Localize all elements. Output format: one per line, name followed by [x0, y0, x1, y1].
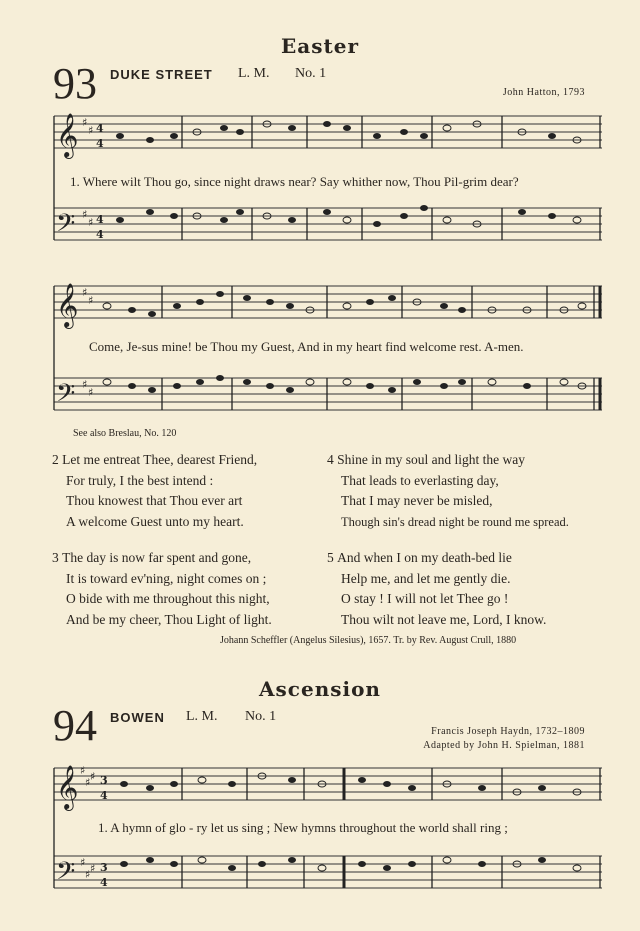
section-title-ascension: Ascension [259, 677, 381, 701]
svg-text:♯: ♯ [82, 286, 88, 299]
verse-5 [327, 548, 546, 630]
svg-text:4: 4 [96, 122, 104, 135]
lyric-93-line-2: Come, Je-sus mine! be Thou my Guest, And in my heart find welcome rest. A-men. [89, 339, 524, 354]
tune-number-93: No. 1 [295, 66, 327, 81]
verse-3-line-4: And be my cheer, Thou Light of light. [66, 611, 272, 627]
svg-text:3: 3 [100, 774, 108, 787]
svg-text:♯: ♯ [85, 868, 91, 881]
verse-number: 3 [52, 550, 59, 565]
verse-4-line-3: That I may never be misled, [341, 493, 493, 508]
svg-text:♯: ♯ [80, 856, 86, 869]
svg-text:♯: ♯ [90, 770, 96, 783]
svg-text:♯: ♯ [85, 776, 91, 789]
svg-text:♯: ♯ [88, 294, 94, 307]
svg-text:4: 4 [100, 876, 108, 889]
svg-text:♯: ♯ [82, 116, 88, 129]
composer-94: Francis Joseph Haydn, 1732–1809 [431, 726, 585, 737]
verse-2-line-3: Thou knowest that Thou ever art [66, 493, 243, 508]
verse-text: And when I on my death-bed lie [337, 550, 512, 565]
verse-5-line-1 [327, 548, 546, 569]
svg-text:3: 3 [100, 861, 108, 874]
verse-3-line-3: O bide with me throughout this night, [66, 591, 270, 606]
hymn-number-94: 94 [53, 701, 97, 750]
see-also-note: See also Breslau, No. 120 [73, 428, 177, 439]
verse-4 [327, 450, 569, 532]
section-title-easter: Easter [281, 34, 359, 58]
verse-text: The day is now far spent and gone, [62, 550, 252, 565]
meter-93: L. M. [238, 66, 270, 81]
text-credit-93: Johann Scheffler (Angelus Silesius), 1657. Tr. by Rev. August Crull, 1880 [220, 635, 517, 646]
composer-93: John Hatton, 1793 [502, 87, 585, 98]
svg-text:𝄢: 𝄢 [56, 379, 76, 414]
svg-text:𝄢: 𝄢 [56, 209, 76, 244]
verse-4-line-1 [327, 450, 569, 471]
verse-text: Let me entreat Thee, dearest Friend, [62, 452, 258, 467]
verse-4-line-4: Though sin's dread night be round me spread. [341, 514, 569, 529]
tune-number-94: No. 1 [245, 709, 277, 724]
svg-text:♯: ♯ [88, 124, 94, 137]
svg-text:♯: ♯ [80, 764, 86, 777]
svg-text:♯: ♯ [82, 378, 88, 391]
adapter-94: Adapted by John H. Spielman, 1881 [423, 740, 585, 751]
tune-name-duke-street: DUKE STREET [110, 67, 213, 82]
svg-text:𝄞: 𝄞 [56, 765, 79, 809]
verse-4-line-2: That leads to everlasting day, [341, 472, 499, 488]
svg-text:4: 4 [96, 137, 104, 150]
verse-number: 5 [327, 550, 334, 565]
verse-2-line-2: For truly, I the best intend : [66, 472, 214, 488]
meter-94: L. M. [186, 709, 218, 724]
lyric-94-line-1: 1. A hymn of glo - ry let us sing ; New hymns throughout the world shall ring ; [98, 820, 508, 835]
verse-2-line-1 [52, 450, 257, 471]
verse-number: 2 [52, 452, 59, 467]
verse-5-line-2: Help me, and let me gently die. [341, 570, 511, 586]
verse-3-line-1 [52, 548, 272, 569]
svg-text:♯: ♯ [90, 862, 96, 875]
svg-text:♯: ♯ [88, 386, 94, 399]
svg-text:𝄢: 𝄢 [56, 857, 76, 892]
verse-5-line-3: O stay ! I will not let Thee go ! [341, 591, 509, 606]
svg-text:♯: ♯ [82, 208, 88, 221]
verse-2-line-4: A welcome Guest unto my heart. [66, 513, 244, 529]
verse-number: 4 [327, 452, 334, 467]
svg-text:♯: ♯ [88, 216, 94, 229]
verse-3-line-2: It is toward ev'ning, night comes on ; [66, 570, 267, 586]
verse-3 [52, 548, 272, 630]
verse-text: Shine in my soul and light the way [337, 452, 525, 467]
svg-text:𝄞: 𝄞 [56, 113, 79, 157]
verse-2 [52, 450, 257, 532]
lyric-93-line-1: 1. Where wilt Thou go, since night draws near? Say whither now, Thou Pil-grim dear? [70, 174, 519, 189]
tune-name-bowen: BOWEN [110, 710, 165, 725]
hymn-number-93: 93 [53, 59, 97, 108]
svg-text:4: 4 [96, 213, 104, 226]
svg-text:4: 4 [100, 789, 108, 802]
verse-5-line-4: Thou wilt not leave me, Lord, I know. [341, 611, 547, 627]
svg-text:𝄞: 𝄞 [56, 283, 79, 327]
svg-text:4: 4 [96, 228, 104, 241]
